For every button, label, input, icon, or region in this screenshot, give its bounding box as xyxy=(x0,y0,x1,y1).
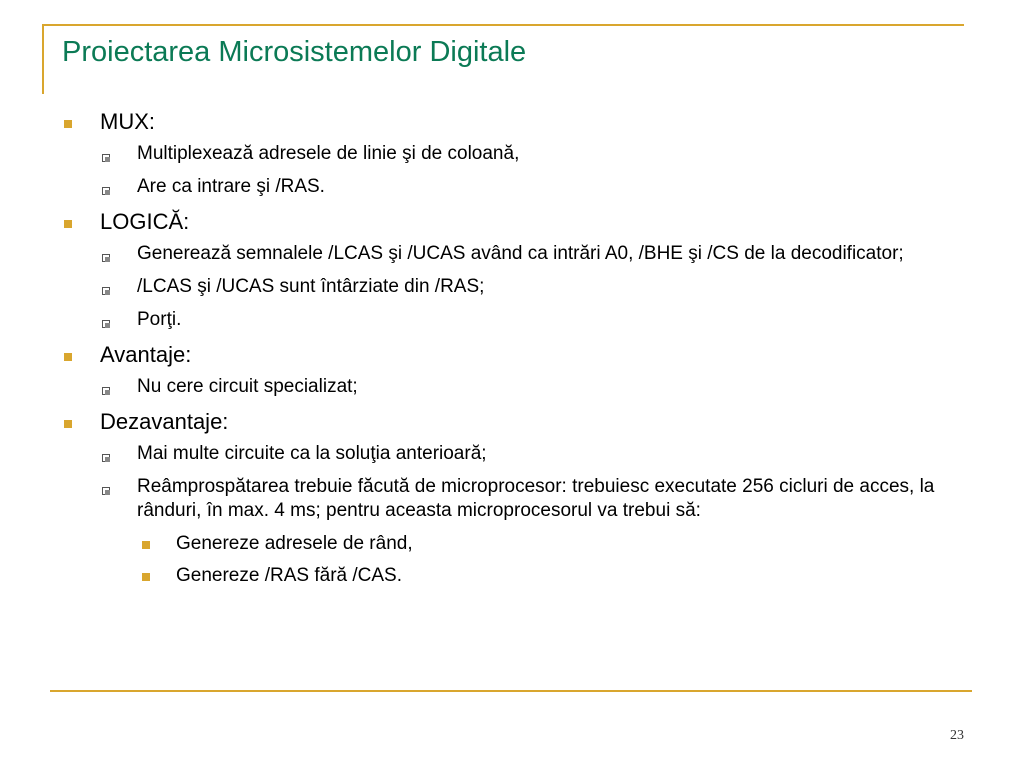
hollow-square-bullet-icon xyxy=(102,187,110,195)
hollow-square-bullet-icon xyxy=(102,254,110,262)
bullet-item-level-2 xyxy=(60,475,960,523)
bullet-item-level-2 xyxy=(60,142,960,166)
bullet-text: Are ca intrare şi /RAS. xyxy=(137,176,325,197)
bullet-text: Reâmprospătarea trebuie făcută de microprocesor: trebuiesc executate 256 cicluri de acces, la rânduri, în max. 4 ms; pentru aceasta microprocesorul va trebui să: xyxy=(137,476,935,521)
bullet-text: Nu cere circuit specializat; xyxy=(137,376,358,397)
page-number: 23 xyxy=(950,728,964,743)
bullet-item-level-3 xyxy=(60,532,960,556)
bullet-item-level-1 xyxy=(60,108,960,136)
left-rule xyxy=(42,24,44,94)
filled-square-bullet-icon xyxy=(64,420,72,428)
filled-square-bullet-icon xyxy=(64,353,72,361)
filled-square-bullet-icon xyxy=(142,573,150,581)
hollow-square-bullet-icon xyxy=(102,287,110,295)
bullet-item-level-2 xyxy=(60,242,960,266)
bullet-item-level-2 xyxy=(60,175,960,199)
hollow-square-bullet-icon xyxy=(102,454,110,462)
bullet-text: Porţi. xyxy=(137,309,182,330)
filled-square-bullet-icon xyxy=(142,541,150,549)
bullet-item-level-1 xyxy=(60,208,960,236)
bullet-item-level-1 xyxy=(60,341,960,369)
hollow-square-bullet-icon xyxy=(102,387,110,395)
filled-square-bullet-icon xyxy=(64,220,72,228)
hollow-square-bullet-icon xyxy=(102,154,110,162)
bullet-item-level-3 xyxy=(60,564,960,588)
bullet-text: Mai multe circuite ca la soluţia anterioară; xyxy=(137,443,487,464)
bullet-text: MUX: xyxy=(100,109,155,134)
bullet-text: /LCAS şi /UCAS sunt întârziate din /RAS; xyxy=(137,276,485,297)
bullet-text: Genereze adresele de rând, xyxy=(176,533,413,554)
bullet-item-level-2 xyxy=(60,308,960,332)
hollow-square-bullet-icon xyxy=(102,320,110,328)
bullet-list xyxy=(60,108,960,596)
bullet-text: Generează semnalele /LCAS şi /UCAS având ca intrări A0, /BHE şi /CS de la decodificator; xyxy=(137,243,904,264)
slide-title: Proiectarea Microsistemelor Digitale xyxy=(62,36,527,68)
bullet-item-level-1 xyxy=(60,408,960,436)
filled-square-bullet-icon xyxy=(64,120,72,128)
hollow-square-bullet-icon xyxy=(102,487,110,495)
bullet-text: Avantaje: xyxy=(100,342,192,367)
bullet-item-level-2 xyxy=(60,275,960,299)
bullet-text: Dezavantaje: xyxy=(100,409,229,434)
bullet-text: Genereze /RAS fără /CAS. xyxy=(176,565,402,586)
bullet-text: Multiplexează adresele de linie şi de coloană, xyxy=(137,143,520,164)
bullet-text: LOGICĂ: xyxy=(100,209,190,234)
bullet-item-level-2 xyxy=(60,375,960,399)
top-rule xyxy=(42,24,964,26)
bullet-item-level-2 xyxy=(60,442,960,466)
bottom-rule xyxy=(50,690,972,692)
